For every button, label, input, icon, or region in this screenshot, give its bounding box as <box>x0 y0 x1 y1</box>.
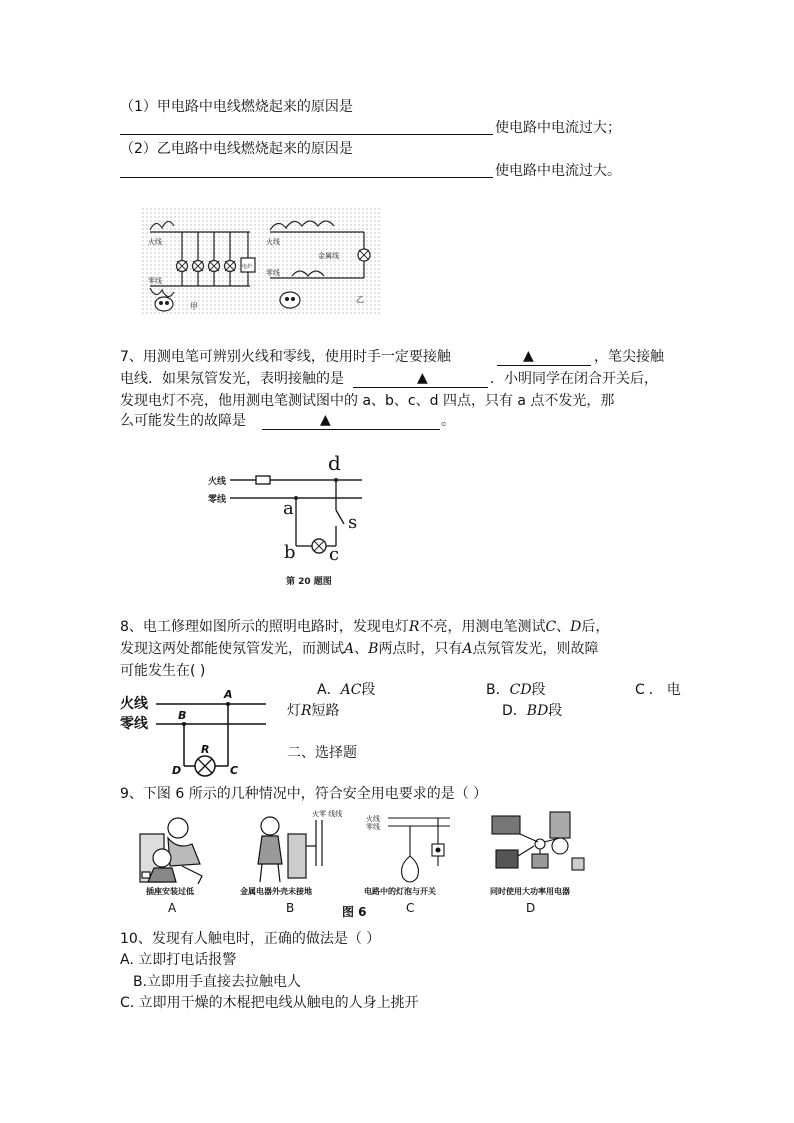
q9-stem: 9、下图 6 所示的几种情况中，符合安全用电要求的是（ ） <box>120 786 488 802</box>
q8-fig-C: C <box>230 764 239 777</box>
q6-right-caption: 乙 <box>356 295 364 304</box>
q7-fig-point-d: d <box>328 451 341 475</box>
q7-line4a: 么可能发生的故障是 <box>120 413 246 429</box>
q10-option-c[interactable]: C. 立即用干燥的木棍把电线从触电的人身上挑开 <box>120 995 419 1011</box>
q8-sep2: 、 <box>354 641 369 657</box>
q9-figure-6 <box>120 806 592 922</box>
q9-fig-d-letter: D <box>526 901 536 915</box>
q6-left-live-label: 火线 <box>148 238 162 246</box>
q8-line2c: 点氖管发光，则故障 <box>472 641 599 657</box>
q8-line1b: 不亮，用测电笔测试 <box>419 619 546 635</box>
q7-blank-1[interactable] <box>497 365 591 366</box>
q10-stem: 10、发现有人触电时，正确的做法是（ ） <box>120 931 381 947</box>
q6-blank-2[interactable] <box>120 177 493 178</box>
q7-fig-switch-s: s <box>348 512 358 533</box>
q9-fig-b-caption: 金属电器外壳未接地 <box>240 887 312 896</box>
q8-line2 <box>120 640 599 658</box>
q8-line2b: 两点时，只有 <box>378 641 463 657</box>
q8-fig-live: 火线 <box>120 696 148 712</box>
q8-sep: 、 <box>556 619 571 635</box>
q7-blank-3[interactable] <box>262 429 440 430</box>
q9-panel-c-illustration <box>388 818 450 882</box>
q7-line4b: 。 <box>441 413 455 429</box>
section-choice-heading: 二、选择题 <box>287 745 357 761</box>
q7-blank-2-mark: ▲ <box>417 370 428 386</box>
q8-A2: A <box>462 641 473 657</box>
q8-line1c: 后， <box>581 619 610 635</box>
q7-fig-neutral: 零线 <box>208 495 227 505</box>
q8-option-a[interactable]: A．AC段 <box>317 682 376 698</box>
q8-B: B <box>368 641 379 657</box>
q9-fig-c-letter: C <box>406 901 415 915</box>
q9-fig-c-live: 火线 <box>366 815 380 823</box>
q8-option-c-cont[interactable]: 灯R短路 <box>287 703 340 719</box>
q6-line2: （2）乙电路中电线燃烧起来的原因是 <box>120 141 353 157</box>
q7-fig-point-a: a <box>283 498 294 519</box>
q8-C: C <box>545 619 557 635</box>
q6-line2-tail: 使电路中电流过大。 <box>495 163 621 179</box>
q9-panel-d-illustration <box>492 812 584 870</box>
q8-line1a: 8、电工修理如图所示的照明电路时，发现电灯 <box>120 619 409 635</box>
q8-option-b[interactable]: B．CD段 <box>486 682 546 698</box>
q8-line1 <box>120 618 609 636</box>
q9-fig-b-letter: B <box>286 901 295 915</box>
q7-line2a: 电线．如果氖管发光，表明接触的是 <box>120 371 344 387</box>
q7-blank-1-mark: ▲ <box>523 348 534 364</box>
q6-left-neutral-label: 零线 <box>148 277 162 285</box>
q7-line2b: ．小明同学在闭合开关后， <box>490 371 658 387</box>
q9-fig-a-letter: A <box>168 901 177 915</box>
q8-fig-R: R <box>201 743 210 756</box>
q7-blank-3-mark: ▲ <box>320 412 331 428</box>
q10-option-b[interactable]: B.立即用手直接去拉触电人 <box>133 974 302 990</box>
q8-fig-B: B <box>178 709 187 722</box>
q7-fig-live: 火线 <box>208 477 227 487</box>
q9-fig-a-caption: 插座安装过低 <box>146 887 194 896</box>
q6-line1: （1）甲电路中电线燃烧起来的原因是 <box>120 99 353 115</box>
q6-left-caption: 甲 <box>190 302 198 311</box>
q9-fig-c-caption: 电路中的灯泡与开关 <box>364 887 436 896</box>
q7-fig-point-b: b <box>284 542 296 563</box>
q9-panel-a-illustration <box>140 818 202 884</box>
q7-fig-point-c: c <box>329 544 340 565</box>
q7-line3: 发现电灯不亮，他用测电笔测试图中的 a、b、c、d 四点，只有 a 点不发光，那 <box>120 393 615 409</box>
q8-D: D <box>570 619 582 635</box>
q8-fig-D: D <box>172 764 182 777</box>
q8-option-c[interactable]: C．电 <box>635 682 685 698</box>
q6-line1-tail: 使电路中电流过大； <box>495 120 621 136</box>
q8-option-d[interactable]: D．BD段 <box>502 703 563 719</box>
q7-line1a: 7、用测电笔可辨别火线和零线，使用时手一定要接触 <box>120 349 451 365</box>
q10-option-a[interactable]: A. 立即打电话报警 <box>120 952 237 968</box>
q6-circuit-figure <box>142 208 382 316</box>
q6-right-metal-label: 金属线 <box>318 252 339 260</box>
q9-panel-b-illustration <box>258 817 322 882</box>
q7-fig-caption: 第 20 题图 <box>286 577 332 587</box>
q6-right-neutral-label: 零线 <box>266 269 280 277</box>
q8-fig-A: A <box>224 688 233 701</box>
q6-right-live-label: 火线 <box>266 238 280 246</box>
q8-R: R <box>408 619 420 635</box>
q7-circuit-figure <box>204 448 372 590</box>
q8-circuit-figure <box>120 686 270 778</box>
q9-fig-label: 图 6 <box>342 905 367 919</box>
q8-line3: 可能发生在( ) <box>120 663 206 679</box>
q9-fig-c-neutral: 零线 <box>366 823 380 831</box>
q9-fig-b-tag: 火零 线线 <box>312 810 343 818</box>
q8-line2a: 发现这两处都能使氖管发光，而测试 <box>120 641 344 657</box>
q8-A: A <box>344 641 355 657</box>
q7-line1b: ，笔尖接触 <box>594 349 664 365</box>
q7-blank-2[interactable] <box>353 387 488 388</box>
q6-blank-1[interactable] <box>120 134 493 135</box>
q9-fig-d-caption: 同时使用大功率用电器 <box>490 887 570 896</box>
q6-left-meter-label: 电炉 <box>242 264 253 270</box>
q8-fig-neutral: 零线 <box>120 716 148 732</box>
